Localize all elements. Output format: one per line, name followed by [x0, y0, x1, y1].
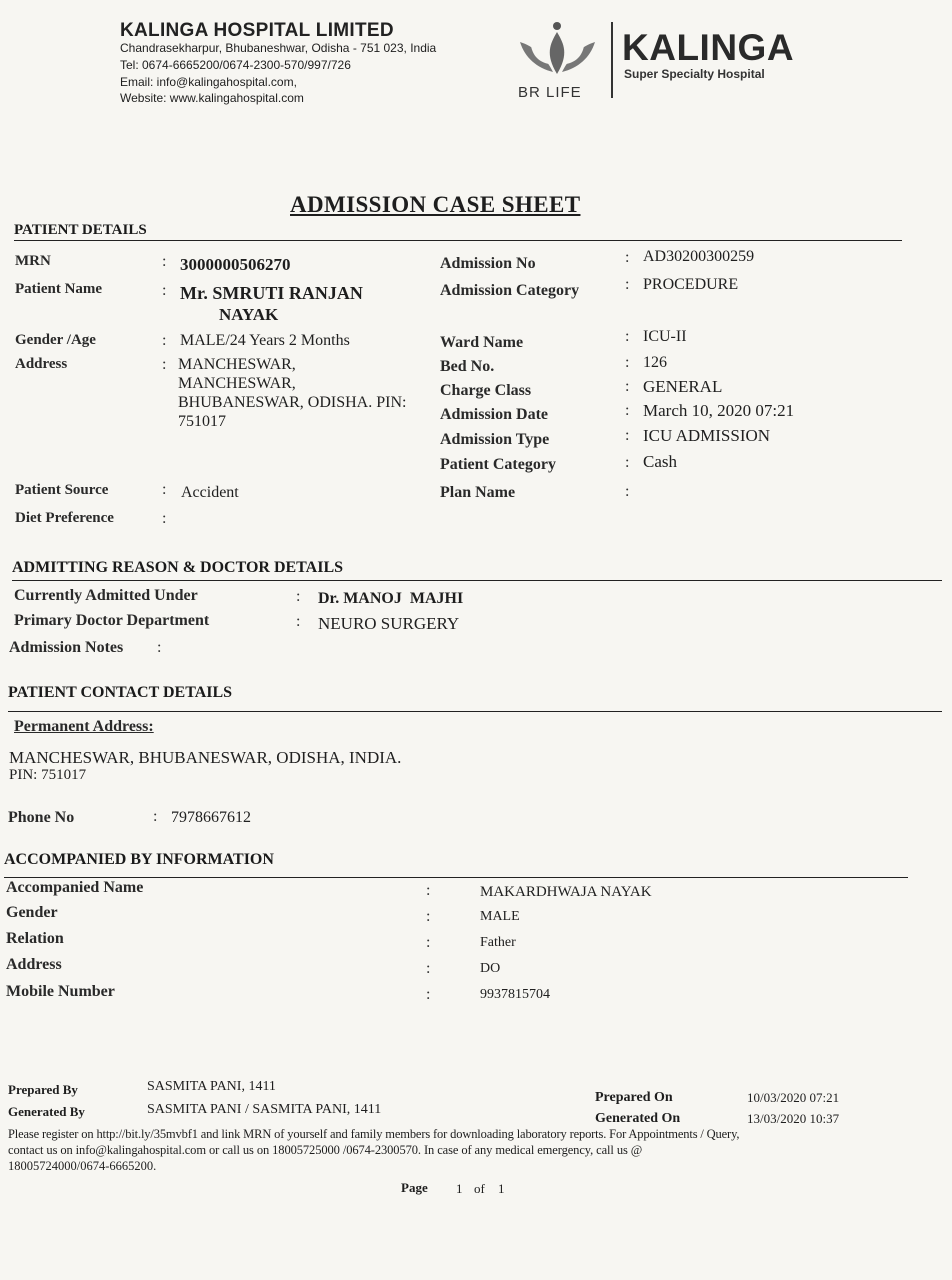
admission-date-value: March 10, 2020 07:21	[643, 401, 795, 420]
colon: :	[625, 276, 630, 293]
prepared-on-value: 10/03/2020 07:21	[747, 1090, 840, 1105]
mrn-label: MRN	[15, 253, 51, 269]
prepared-by-label: Prepared By	[8, 1082, 78, 1097]
page-title: ADMISSION CASE SHEET	[290, 192, 581, 217]
permanent-address-line: PIN: 751017	[9, 767, 87, 783]
address-line: MANCHESWAR,	[178, 356, 296, 373]
bed-no-value: 126	[643, 354, 667, 371]
logo-divider	[611, 22, 613, 98]
page-total: 1	[498, 1181, 505, 1196]
ward-name-value: ICU-II	[643, 328, 687, 345]
patient-name-label: Patient Name	[15, 281, 103, 297]
admission-notes-label: Admission Notes	[9, 639, 124, 656]
permanent-address-label: Permanent Address:	[14, 718, 154, 735]
generated-by-label: Generated By	[8, 1104, 85, 1119]
doctor-department-label: Primary Doctor Department	[14, 612, 210, 629]
footer-note: contact us on info@kalingahospital.com or call us on 18005725000 /0674-2300570. In case of any medical emergency, call us @	[8, 1143, 643, 1157]
address-line: MANCHESWAR,	[178, 375, 296, 392]
mobile-number-label: Mobile Number	[6, 983, 115, 1000]
hospital-name: KALINGA HOSPITAL LIMITED	[120, 20, 394, 41]
prepared-by-value: SASMITA PANI, 1411	[147, 1079, 276, 1094]
section-heading-admitting: ADMITTING REASON & DOCTOR DETAILS	[12, 559, 344, 576]
colon: :	[162, 282, 167, 299]
colon: :	[426, 882, 431, 899]
colon: :	[625, 328, 630, 345]
admitted-under-value: Dr. MANOJ MAJHI	[318, 590, 464, 607]
phone-label: Phone No	[8, 809, 75, 826]
hospital-address: Chandrasekharpur, Bhubaneshwar, Odisha - 751 023, India	[120, 41, 437, 55]
colon: :	[426, 986, 431, 1003]
footer-note: Please register on http://bit.ly/35mvbf1 and link MRN of yourself and family members for downloading laboratory reports. For Appointments / Query,	[8, 1127, 740, 1141]
colon: :	[625, 354, 630, 371]
patient-source-label: Patient Source	[15, 482, 109, 498]
colon: :	[162, 481, 167, 498]
colon: :	[162, 332, 167, 349]
section-heading-accompanied: ACCOMPANIED BY INFORMATION	[4, 851, 274, 868]
colon: :	[162, 356, 167, 373]
colon: :	[625, 402, 630, 419]
colon: :	[162, 253, 167, 270]
colon: :	[625, 249, 630, 266]
address-label: Address	[15, 356, 68, 372]
admission-type-label: Admission Type	[440, 431, 550, 448]
colon: :	[426, 934, 431, 951]
patient-name-value: Mr. SMRUTI RANJAN	[180, 283, 363, 303]
hospital-website: Website: www.kalingahospital.com	[120, 91, 304, 105]
admitted-under-label: Currently Admitted Under	[14, 587, 198, 604]
charge-class-label: Charge Class	[440, 382, 532, 399]
admission-type-value: ICU ADMISSION	[643, 426, 771, 445]
admission-date-label: Admission Date	[440, 406, 549, 423]
plan-name-label: Plan Name	[440, 484, 516, 501]
footer-note: 18005724000/0674-6665200.	[8, 1159, 157, 1173]
generated-on-label: Generated On	[595, 1111, 681, 1126]
br-life-logo-icon	[515, 20, 601, 82]
patient-source-value: Accident	[181, 484, 239, 501]
brand-subtitle: Super Specialty Hospital	[624, 67, 765, 81]
accompanied-name-label: Accompanied Name	[6, 879, 144, 896]
section-rule	[4, 877, 908, 878]
diet-preference-label: Diet Preference	[15, 510, 114, 526]
charge-class-value: GENERAL	[643, 377, 723, 396]
ward-name-label: Ward Name	[440, 334, 524, 351]
hospital-email: Email: info@kalingahospital.com,	[120, 75, 297, 89]
colon: :	[625, 427, 630, 444]
gender-age-value: MALE/24 Years 2 Months	[180, 332, 350, 349]
section-heading-patient-details: PATIENT DETAILS	[14, 222, 147, 238]
mobile-number-value: 9937815704	[480, 987, 550, 1002]
address-line: BHUBANESWAR, ODISHA. PIN:	[178, 394, 407, 411]
prepared-on-label: Prepared On	[595, 1090, 673, 1105]
br-life-text: BR LIFE	[518, 84, 582, 101]
colon: :	[162, 510, 167, 527]
admission-category-value: PROCEDURE	[643, 276, 739, 293]
colon: :	[625, 483, 630, 500]
hospital-tel: Tel: 0674-6665200/0674-2300-570/997/726	[120, 58, 351, 72]
page-number: 1	[456, 1181, 463, 1196]
colon: :	[296, 613, 301, 630]
colon: :	[625, 454, 630, 471]
gender-age-label: Gender /Age	[15, 332, 96, 348]
colon: :	[426, 908, 431, 925]
section-heading-contact: PATIENT CONTACT DETAILS	[8, 684, 233, 701]
page-label: Page	[401, 1180, 428, 1195]
accompanied-address-value: DO	[480, 961, 501, 976]
bed-no-label: Bed No.	[440, 358, 495, 375]
admission-no-label: Admission No	[440, 255, 536, 272]
permanent-address-line: MANCHESWAR, BHUBANESWAR, ODISHA, INDIA.	[9, 748, 402, 767]
page-of: of	[474, 1181, 485, 1196]
patient-category-label: Patient Category	[440, 456, 556, 473]
accompanied-gender-label: Gender	[6, 904, 58, 921]
section-rule	[12, 580, 942, 581]
phone-value: 7978667612	[171, 809, 251, 826]
doctor-department-value: NEURO SURGERY	[318, 614, 460, 633]
brand-name: KALINGA	[622, 27, 795, 68]
colon: :	[296, 588, 301, 605]
section-rule	[8, 711, 942, 712]
relation-value: Father	[480, 935, 516, 950]
accompanied-address-label: Address	[6, 956, 62, 973]
colon: :	[153, 808, 158, 825]
admission-category-label: Admission Category	[440, 282, 580, 299]
patient-category-value: Cash	[643, 452, 677, 471]
accompanied-name-value: MAKARDHWAJA NAYAK	[480, 884, 652, 900]
admission-no-value: AD30200300259	[643, 248, 755, 265]
generated-by-value: SASMITA PANI / SASMITA PANI, 1411	[147, 1102, 382, 1117]
colon: :	[426, 960, 431, 977]
mrn-value: 3000000506270	[180, 255, 291, 274]
section-rule	[14, 240, 902, 241]
colon: :	[625, 378, 630, 395]
accompanied-gender-value: MALE	[480, 909, 520, 924]
generated-on-value: 13/03/2020 10:37	[747, 1111, 840, 1126]
patient-name-value-2: NAYAK	[219, 305, 279, 324]
colon: :	[157, 639, 162, 656]
address-line: 751017	[178, 413, 226, 430]
relation-label: Relation	[6, 930, 64, 947]
